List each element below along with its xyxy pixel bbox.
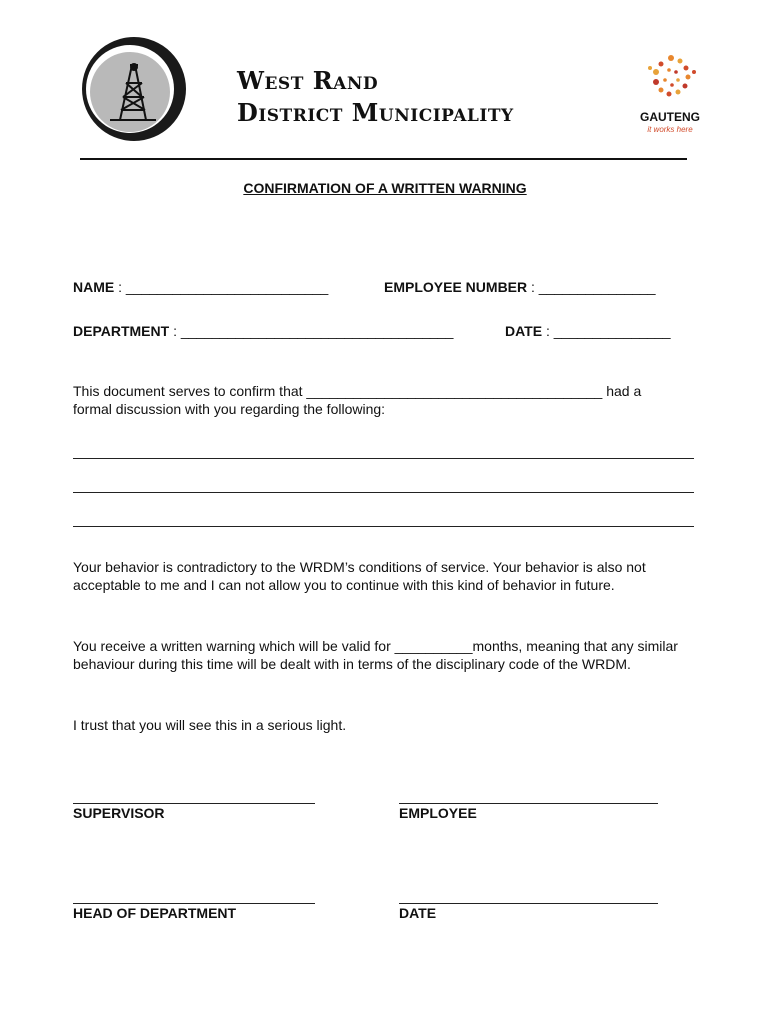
discussion-line-3[interactable]	[73, 526, 694, 527]
behavior-paragraph: Your behavior is contradictory to the WRDM’s conditions of service. Your behavior is also not acceptable to me and I can not allow you to continue with this kind of behavior in future.	[73, 559, 646, 593]
department-blank[interactable]: : ___________________________________	[173, 323, 454, 339]
date-blank[interactable]: : _______________	[545, 323, 671, 339]
gauteng-tagline: it works here	[647, 125, 693, 134]
employee-number-blank[interactable]: : _______________	[531, 279, 656, 295]
name-blank[interactable]: : __________________________	[118, 279, 329, 295]
trust-paragraph: I trust that you will see this in a serious light.	[73, 717, 347, 733]
head-of-department-label: HEAD OF DEPARTMENT	[73, 905, 237, 921]
gauteng-logo-text: GAUTENG	[640, 110, 700, 124]
date-field[interactable]	[505, 323, 671, 339]
signature-date-label: DATE	[399, 905, 437, 921]
employee-label: EMPLOYEE	[399, 805, 477, 821]
document-title: CONFIRMATION OF A WRITTEN WARNING	[243, 180, 527, 196]
employee-number-field[interactable]	[384, 279, 656, 295]
org-name-line2: District Municipality	[237, 98, 514, 127]
org-name-line1: West Rand	[237, 66, 379, 95]
header-divider	[80, 158, 687, 160]
intro-line2: formal discussion with you regarding the following:	[73, 401, 386, 417]
department-field[interactable]	[73, 323, 453, 339]
date-label: DATE	[505, 323, 543, 339]
warning-paragraph: You receive a written warning which will be valid for __________months, meaning that any similar behaviour during this time will be dealt with in terms of the disciplinary code of the WRDM.	[73, 638, 678, 672]
intro-line1: This document serves to confirm that ______________________________________ had a	[73, 383, 642, 399]
discussion-line-2[interactable]	[73, 492, 694, 493]
name-label: NAME	[73, 279, 115, 295]
name-field[interactable]	[73, 279, 328, 295]
date-signature-line[interactable]	[399, 903, 658, 904]
municipality-logo-icon	[80, 35, 188, 143]
supervisor-signature-line[interactable]	[73, 803, 315, 804]
department-label: DEPARTMENT	[73, 323, 170, 339]
supervisor-label: SUPERVISOR	[73, 805, 165, 821]
employee-signature-line[interactable]	[399, 803, 658, 804]
discussion-line-1[interactable]	[73, 458, 694, 459]
gauteng-logo-icon	[636, 52, 706, 112]
head-of-department-signature-line[interactable]	[73, 903, 315, 904]
employee-number-label: EMPLOYEE NUMBER	[384, 279, 528, 295]
